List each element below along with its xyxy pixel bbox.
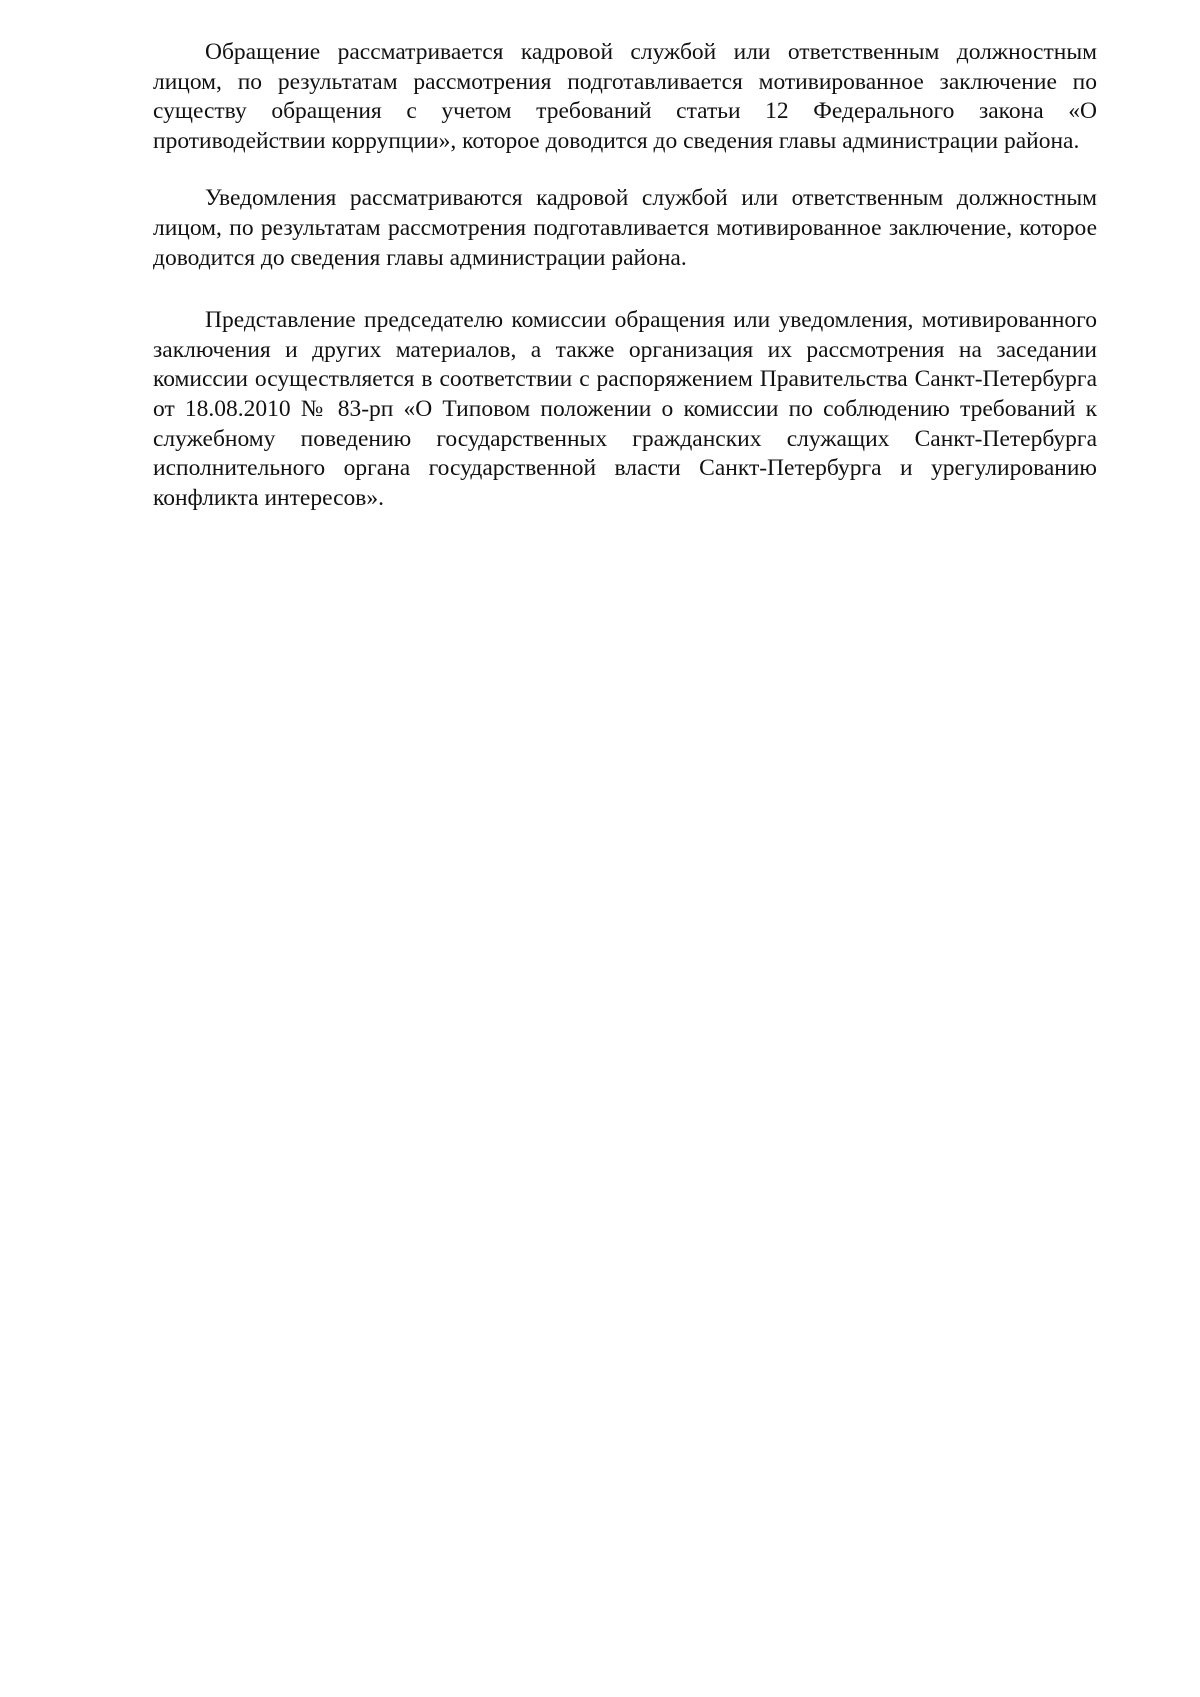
paragraph-appeal-review: Обращение рассматривается кадровой службой или ответственным должностным лицом, по результатам рассмотрения подготавливается мотивированное заключение по существу обращения с учетом требований статьи 12 Федерального закона «О противодействии коррупции», которое доводится до сведения главы администрации района. [153,39,1097,154]
paragraph-notification-review: Уведомления рассматриваются кадровой службой или ответственным должностным лицом, по результатам рассмотрения подготавливается мотивированное заключение, которое доводится до сведения главы администрации района. [153,185,1097,271]
paragraph-commission-submission: Представление председателю комиссии обращения или уведомления, мотивированного заключения и других материалов, а также организация их рассмотрения на заседании комиссии осуществляется в соответствии с распоряжением Правительства Санкт-Петербурга от 18.08.2010 № 83-рп «О Типовом положении о комиссии по соблюдению требований к служебному поведению государственных гражданских служащих Санкт-Петербурга исполнительного органа государственной власти Санкт-Петербурга и урегулированию конфликта интересов». [153,307,1097,511]
document-body [153,38,1097,513]
